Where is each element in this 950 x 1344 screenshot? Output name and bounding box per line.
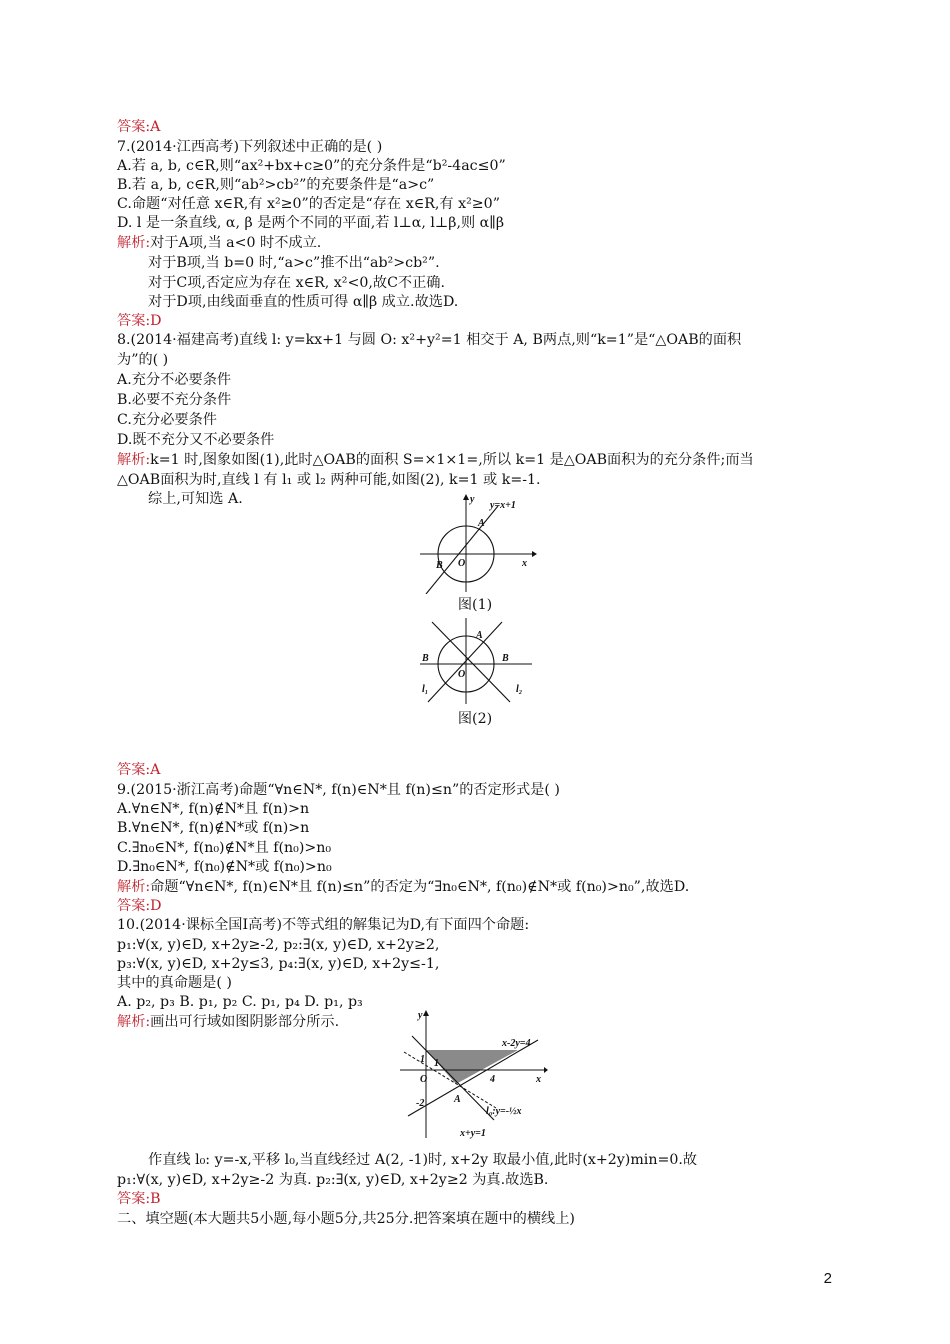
- text-line: 解析:命题“∀n∈N*, f(n)∈N*且 f(n)≤n”的否定为“∃n₀∈N*, f(n₀)∉N*或 f(n₀)>n₀”,故选D.: [117, 879, 690, 895]
- text-line: 解析:画出可行域如图阴影部分所示.: [117, 1014, 340, 1030]
- analysis-label: 解析:: [117, 879, 151, 895]
- text-line: D. l 是一条直线, α, β 是两个不同的平面,若 l⊥α, l⊥β,则 α∥β: [117, 215, 505, 231]
- fig2-B2-label: B: [502, 653, 509, 664]
- fig3-line2-label: x+y=1: [460, 1128, 486, 1139]
- fig1-y-label: y: [470, 494, 475, 505]
- text-line: 7.(2014·江西高考)下列叙述中正确的是( ): [117, 139, 383, 155]
- fig2-A-label: A: [476, 630, 483, 641]
- text-line: 9.(2015·浙江高考)命题“∀n∈N*, f(n)∈N*且 f(n)≤n”的否定形式是( ): [117, 782, 560, 798]
- text-line: D.∃n₀∈N*, f(n₀)∉N*或 f(n₀)>n₀: [117, 859, 332, 875]
- fig1-A-label: A: [478, 518, 485, 529]
- fig3-x-label: x: [536, 1074, 541, 1085]
- fig3-four-label: 4: [490, 1074, 495, 1085]
- text-line: C.∃n₀∈N*, f(n₀)∉N*且 f(n₀)>n₀: [117, 840, 332, 856]
- figure-1-caption: 图(1): [457, 597, 493, 613]
- text-line: B.必要不充分条件: [117, 392, 232, 408]
- figure-2-circle-two-lines: [418, 614, 538, 706]
- fig1-line-label: y=x+1: [490, 500, 516, 511]
- text-line: A.若 a, b, c∈R,则“ax²+bx+c≥0”的充分条件是“b²-4ac≤0”: [117, 158, 506, 174]
- text-line: 答案:A: [117, 119, 161, 135]
- text-line: 10.(2014·课标全国Ⅰ高考)不等式组的解集记为D,有下面四个命题:: [117, 917, 530, 933]
- text-line: p₁:∀(x, y)∈D, x+2y≥-2 为真. p₂:∃(x, y)∈D, x+2y≥2 为真.故选B.: [117, 1172, 549, 1188]
- text-line: 解析:k=1 时,图象如图(1),此时△OAB的面积 S=×1×1=,所以 k=1 是△OAB面积为的充分条件;而当: [117, 452, 754, 468]
- text-line: 对于C项,否定应为存在 x∈R, x²<0,故C不正确.: [148, 275, 445, 291]
- text-line: 作直线 l₀: y=-x,平移 l₀,当直线经过 A(2, -1)时, x+2y 取最小值,此时(x+2y)min=0.故: [148, 1152, 698, 1168]
- fig2-l2-label: l₂: [516, 684, 523, 695]
- text-line: p₃:∀(x, y)∈D, x+2y≤3, p₄:∃(x, y)∈D, x+2y≤-1,: [117, 956, 440, 972]
- text-line: C.命题“对任意 x∈R,有 x²≥0”的否定是“存在 x∈R,有 x²≥0”: [117, 196, 500, 212]
- figure-2-caption: 图(2): [457, 711, 493, 727]
- text-line: 解析:对于A项,当 a<0 时不成立.: [117, 235, 322, 251]
- fig2-B1-label: B: [422, 653, 429, 664]
- text-line: 二、填空题(本大题共5小题,每小题5分,共25分.把答案填在题中的横线上): [117, 1211, 575, 1227]
- text-line: B.∀n∈N*, f(n)∉N*或 f(n)>n: [117, 820, 310, 836]
- text-line: 综上,可知选 A.: [148, 491, 243, 507]
- fig3-A-label: A: [454, 1094, 461, 1105]
- text-line: △OAB面积为时,直线 l 有 l₁ 或 l₂ 两种可能,如图(2), k=1 或 k=-1.: [117, 472, 541, 488]
- text-line: 答案:A: [117, 762, 161, 778]
- fig2-l1-label: l₁: [422, 684, 429, 695]
- analysis-label: 解析:: [117, 452, 151, 468]
- text-line: p₁:∀(x, y)∈D, x+2y≥-2, p₂:∃(x, y)∈D, x+2y≥2,: [117, 937, 440, 953]
- fig1-B-label: B: [436, 560, 443, 571]
- fig1-O-label: O: [458, 558, 466, 569]
- text-line: 其中的真命题是( ): [117, 975, 232, 991]
- text-line: 对于B项,当 b=0 时,“a>c”推不出“ab²>cb²”.: [148, 255, 440, 271]
- text-line: 8.(2014·福建高考)直线 l: y=kx+1 与圆 O: x²+y²=1 相交于 A, B两点,则“k=1”是“△OAB的面积: [117, 332, 742, 348]
- text-line: A.∀n∈N*, f(n)∉N*且 f(n)>n: [117, 801, 310, 817]
- text-line: 对于D项,由线面垂直的性质可得 α∥β 成立.故选D.: [148, 294, 459, 310]
- fig2-O-label: O: [458, 669, 466, 680]
- text-line: D.既不充分又不必要条件: [117, 432, 275, 448]
- fig3-y-label: y: [418, 1010, 423, 1021]
- text-line: 答案:D: [117, 898, 162, 914]
- figure-3-feasible-region: [398, 1010, 548, 1140]
- analysis-label: 解析:: [117, 235, 151, 251]
- fig1-x-label: x: [522, 558, 527, 569]
- fig3-line3-label: l₀:y=-½x: [486, 1106, 522, 1117]
- text-line: A.充分不必要条件: [117, 372, 232, 388]
- text-line: 答案:D: [117, 313, 162, 329]
- fig3-neg2-label: -2: [416, 1098, 425, 1109]
- fig3-one-x-label: 1: [434, 1058, 439, 1069]
- text-line: 为”的( ): [117, 352, 169, 368]
- page-number: 2: [823, 1270, 832, 1287]
- analysis-label: 解析:: [117, 1014, 151, 1030]
- fig3-line1-label: x-2y=4: [502, 1038, 531, 1049]
- figure-1-circle-line: [418, 494, 538, 594]
- text-line: B.若 a, b, c∈R,则“ab²>cb²”的充要条件是“a>c”: [117, 177, 435, 193]
- fig3-one-y-label: 1: [420, 1054, 425, 1065]
- text-line: A. p₂, p₃ B. p₁, p₂ C. p₁, p₄ D. p₁, p₃: [117, 994, 363, 1010]
- text-line: C.充分必要条件: [117, 412, 217, 428]
- fig3-O-label: O: [420, 1074, 428, 1085]
- text-line: 答案:B: [117, 1191, 161, 1207]
